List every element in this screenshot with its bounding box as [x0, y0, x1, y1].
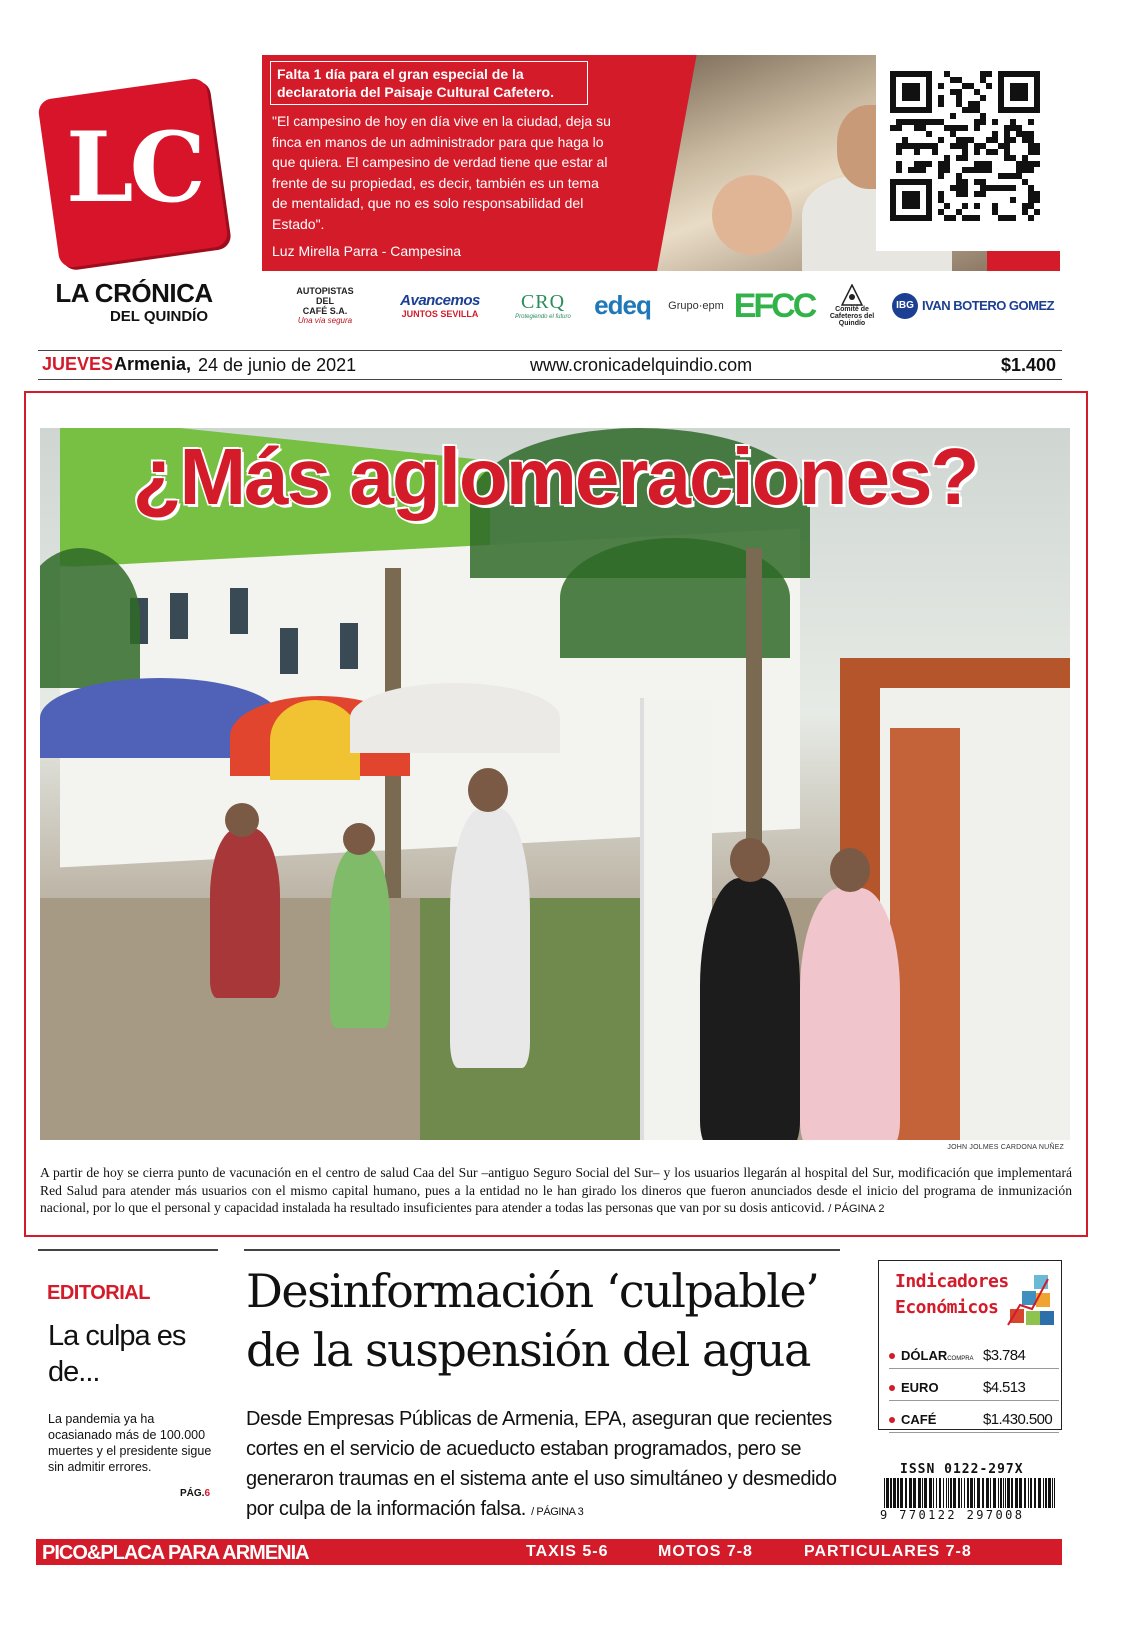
date-bar: [38, 350, 1062, 380]
caption-page-ref[interactable]: / PÁGINA 2: [828, 1203, 885, 1215]
sponsor-comite-cafeteros[interactable]: Comité de Cafeteros del Quindío: [818, 278, 886, 333]
bullet-icon: [889, 1353, 895, 1359]
bullet-icon: [889, 1385, 895, 1391]
sponsor-efcc[interactable]: EFCC: [733, 286, 815, 325]
city: Armenia,: [114, 354, 192, 374]
pico-motos: MOTOS 7-8: [658, 1543, 753, 1560]
indicator-name: DÓLARCOMPRA: [901, 1348, 974, 1363]
caption-text: A partir de hoy se cierra punto de vacunación en el centro de salud Caa del Sur –antiguo Seguro Social del Sur– y los usuarios llegarán al hospital del Sur, modificación que implementará Red Salud para atender más usuarios con el mismo capital humano, pues a la entidad no le han girado los dineros que fueron anunciados desde el inicio del programa de inmunización nacional, por lo que el personal y capacidad instalada ha resultado insuficientes para atender a todas las personas que van por su dosis anticovid.: [40, 1165, 1072, 1215]
chart-cubes-icon: [1004, 1265, 1059, 1345]
lead-body: [246, 1404, 846, 1527]
indicator-name: CAFÉ: [901, 1412, 937, 1427]
indicator-row: [889, 1345, 1059, 1369]
issn-code: ISSN 0122-297X: [900, 1462, 1024, 1477]
indicator-value: $3.784: [983, 1347, 1026, 1364]
issue-date: 24 de junio de 2021: [198, 355, 357, 375]
indicator-value: $1.430.500: [983, 1411, 1053, 1428]
main-photo: [40, 428, 1070, 1140]
weekday: JUEVES: [42, 354, 114, 374]
lead-headline[interactable]: Desinformación ‘culpable’ de la suspensión del agua: [246, 1264, 819, 1377]
qr-code[interactable]: [876, 55, 1060, 251]
editorial-title[interactable]: La culpa es de...: [48, 1320, 186, 1388]
promo-quote: "El campesino de hoy en día vive en la ciudad, deja su finca en manos de un administrador para que haga lo que quiera. El campesino de verdad tiene que estar al frente de su propiedad, es decir, también es un tema de mentalidad, que no es solo responsabilidad del Estado".: [272, 113, 611, 232]
indicator-row: [889, 1377, 1059, 1401]
newspaper-logo[interactable]: [40, 82, 228, 270]
divider: [38, 1249, 218, 1251]
sponsor-edeq[interactable]: edeq: [594, 290, 651, 320]
bullet-icon: [889, 1417, 895, 1423]
sponsor-autopistas[interactable]: AUTOPISTAS DEL CAFÉ S.A. Una vía segura: [296, 286, 354, 325]
barcode-digits: 9 770122 297008: [878, 1508, 1062, 1522]
economic-indicators: [878, 1260, 1062, 1430]
brand-subtitle: DEL QUINDÍO: [109, 308, 209, 325]
main-story[interactable]: [24, 391, 1088, 1237]
divider: [244, 1249, 840, 1251]
promo-announcement: Falta 1 día para el gran especial de la declaratoria del Paisaje Cultural Cafetero.: [270, 61, 588, 105]
brand-name: LA CRÓNICA: [55, 278, 213, 308]
editorial-summary: La pandemia ya ha ocasianado más de 100.000 muertes y el presidente sigue sin admitir errores.: [48, 1412, 212, 1474]
editorial-label: EDITORIAL: [47, 1282, 150, 1304]
main-caption: [40, 1164, 1072, 1219]
coffee-committee-icon: [841, 284, 863, 306]
indicator-name: EURO: [901, 1380, 939, 1395]
photo-credit: JOHN JOLMES CARDONA NUÑEZ: [947, 1144, 1064, 1151]
sponsor-avancemos[interactable]: Avancemos JUNTOS SEVILLA: [400, 292, 480, 319]
sponsor-grupo-epm[interactable]: Grupo·epm: [668, 299, 724, 312]
sponsor-ivan-botero[interactable]: IBG IVAN BOTERO GOMEZ: [892, 278, 1062, 333]
pico-placa-title: PICO&PLACA PARA ARMENIA: [42, 1542, 309, 1564]
indicator-value: $4.513: [983, 1379, 1026, 1396]
promo-author: Luz Mirella Parra - Campesina: [272, 243, 462, 259]
indicators-title: Indicadores Económicos: [895, 1271, 1009, 1318]
sponsor-crq[interactable]: CRQ Protegiendo el futuro: [515, 291, 571, 320]
issue-price: $1.400: [1000, 355, 1056, 375]
ibg-logo-icon: IBG: [892, 293, 918, 319]
website-link[interactable]: www.cronicadelquindio.com: [530, 355, 753, 375]
logo-letters: LC: [66, 111, 202, 224]
editorial-page-ref[interactable]: PÁG.6: [180, 1488, 211, 1499]
sponsor-strip: [270, 278, 1060, 333]
qr-code-icon: [890, 71, 1040, 221]
lead-body-text: Desde Empresas Públicas de Armenia, EPA, aseguran que recientes cortes en el servicio de acueducto estaban programados, pero se generaron traumas en el sistema ante el uso simultáneo y desmedido por culpa de la información falsa.: [246, 1408, 837, 1520]
pico-placa-bar: [36, 1539, 1062, 1565]
main-headline: ¿Más aglomeraciones?: [132, 432, 978, 521]
pico-particulares: PARTICULARES 7-8: [804, 1543, 972, 1560]
pico-taxis: TAXIS 5-6: [526, 1543, 609, 1560]
indicator-row: [889, 1409, 1059, 1433]
lead-page-ref[interactable]: / PÁGINA 3: [531, 1506, 584, 1518]
